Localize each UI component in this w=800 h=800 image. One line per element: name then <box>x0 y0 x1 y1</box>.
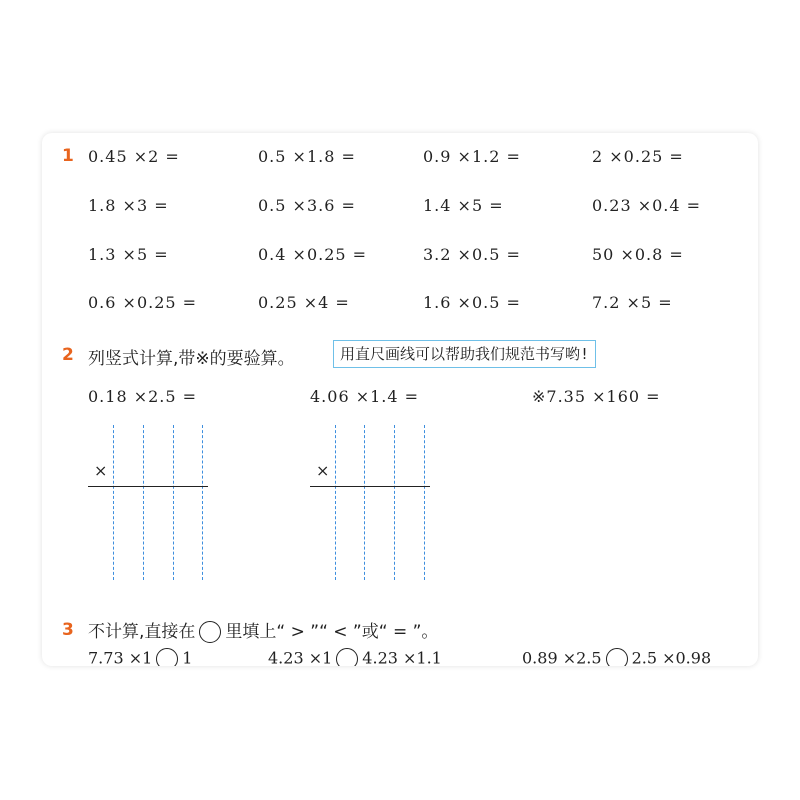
q1-expression: 0.25 ×4 = <box>258 293 350 312</box>
grid-guide-line <box>364 425 365 580</box>
q1-expression: 1.4 ×5 = <box>423 196 504 215</box>
comparison-left: 4.23 ×1 <box>268 648 333 666</box>
grid-guide-line <box>173 425 174 580</box>
worksheet-card <box>42 133 758 666</box>
comparison-right: 4.23 ×1.1 <box>362 648 442 666</box>
question-3-number: 3 <box>62 620 74 640</box>
q2-problem: 4.06 ×1.4 = <box>310 387 420 406</box>
q1-expression: 50 ×0.8 = <box>592 245 684 264</box>
product-line <box>88 486 208 487</box>
comparison-item <box>522 648 711 666</box>
q1-expression: 0.9 ×1.2 = <box>423 147 521 166</box>
multiply-sign: × <box>94 461 108 480</box>
q1-expression: 1.3 ×5 = <box>88 245 169 264</box>
question-2-instruction: 列竖式计算,带※的要验算。 <box>88 349 295 369</box>
q1-expression: 0.4 ×0.25 = <box>258 245 368 264</box>
multiply-sign: × <box>316 461 330 480</box>
comparison-left: 7.73 ×1 <box>88 648 153 666</box>
comparison-item <box>268 648 442 666</box>
blank-circle-icon <box>199 621 221 643</box>
answer-circle[interactable] <box>606 648 628 666</box>
q1-expression: 2 ×0.25 = <box>592 147 684 166</box>
answer-circle[interactable] <box>336 648 358 666</box>
q3-instruction-before: 不计算,直接在 <box>88 622 196 642</box>
comparison-left: 0.89 ×2.5 <box>522 648 602 666</box>
comparison-right: 2.5 ×0.98 <box>631 648 712 666</box>
q1-expression: 0.6 ×0.25 = <box>88 293 198 312</box>
q1-expression: 1.8 ×3 = <box>88 196 169 215</box>
comparison-right: 1 <box>182 648 193 666</box>
product-line <box>310 486 430 487</box>
grid-guide-line <box>394 425 395 580</box>
grid-guide-line <box>335 425 336 580</box>
q1-expression: 0.23 ×0.4 = <box>592 196 702 215</box>
ruler-tip-box: 用直尺画线可以帮助我们规范书写哟! <box>333 340 596 368</box>
q1-expression: 3.2 ×0.5 = <box>423 245 521 264</box>
q1-expression: 0.5 ×3.6 = <box>258 196 356 215</box>
answer-circle[interactable] <box>156 648 178 666</box>
question-2-number: 2 <box>62 345 74 365</box>
q1-expression: 0.5 ×1.8 = <box>258 147 356 166</box>
q1-expression: 0.45 ×2 = <box>88 147 180 166</box>
q3-instruction-after: 里填上“ > ”“ < ”或“ = ”。 <box>225 622 439 642</box>
q2-problem: 0.18 ×2.5 = <box>88 387 198 406</box>
question-1-number: 1 <box>62 146 74 166</box>
q1-expression: 7.2 ×5 = <box>592 293 673 312</box>
grid-guide-line <box>202 425 203 580</box>
q2-problem: ※7.35 ×160 = <box>532 387 661 406</box>
q1-expression: 1.6 ×0.5 = <box>423 293 521 312</box>
grid-guide-line <box>113 425 114 580</box>
grid-guide-line <box>424 425 425 580</box>
grid-guide-line <box>143 425 144 580</box>
comparison-item <box>88 648 192 666</box>
question-3-instruction <box>88 617 438 643</box>
